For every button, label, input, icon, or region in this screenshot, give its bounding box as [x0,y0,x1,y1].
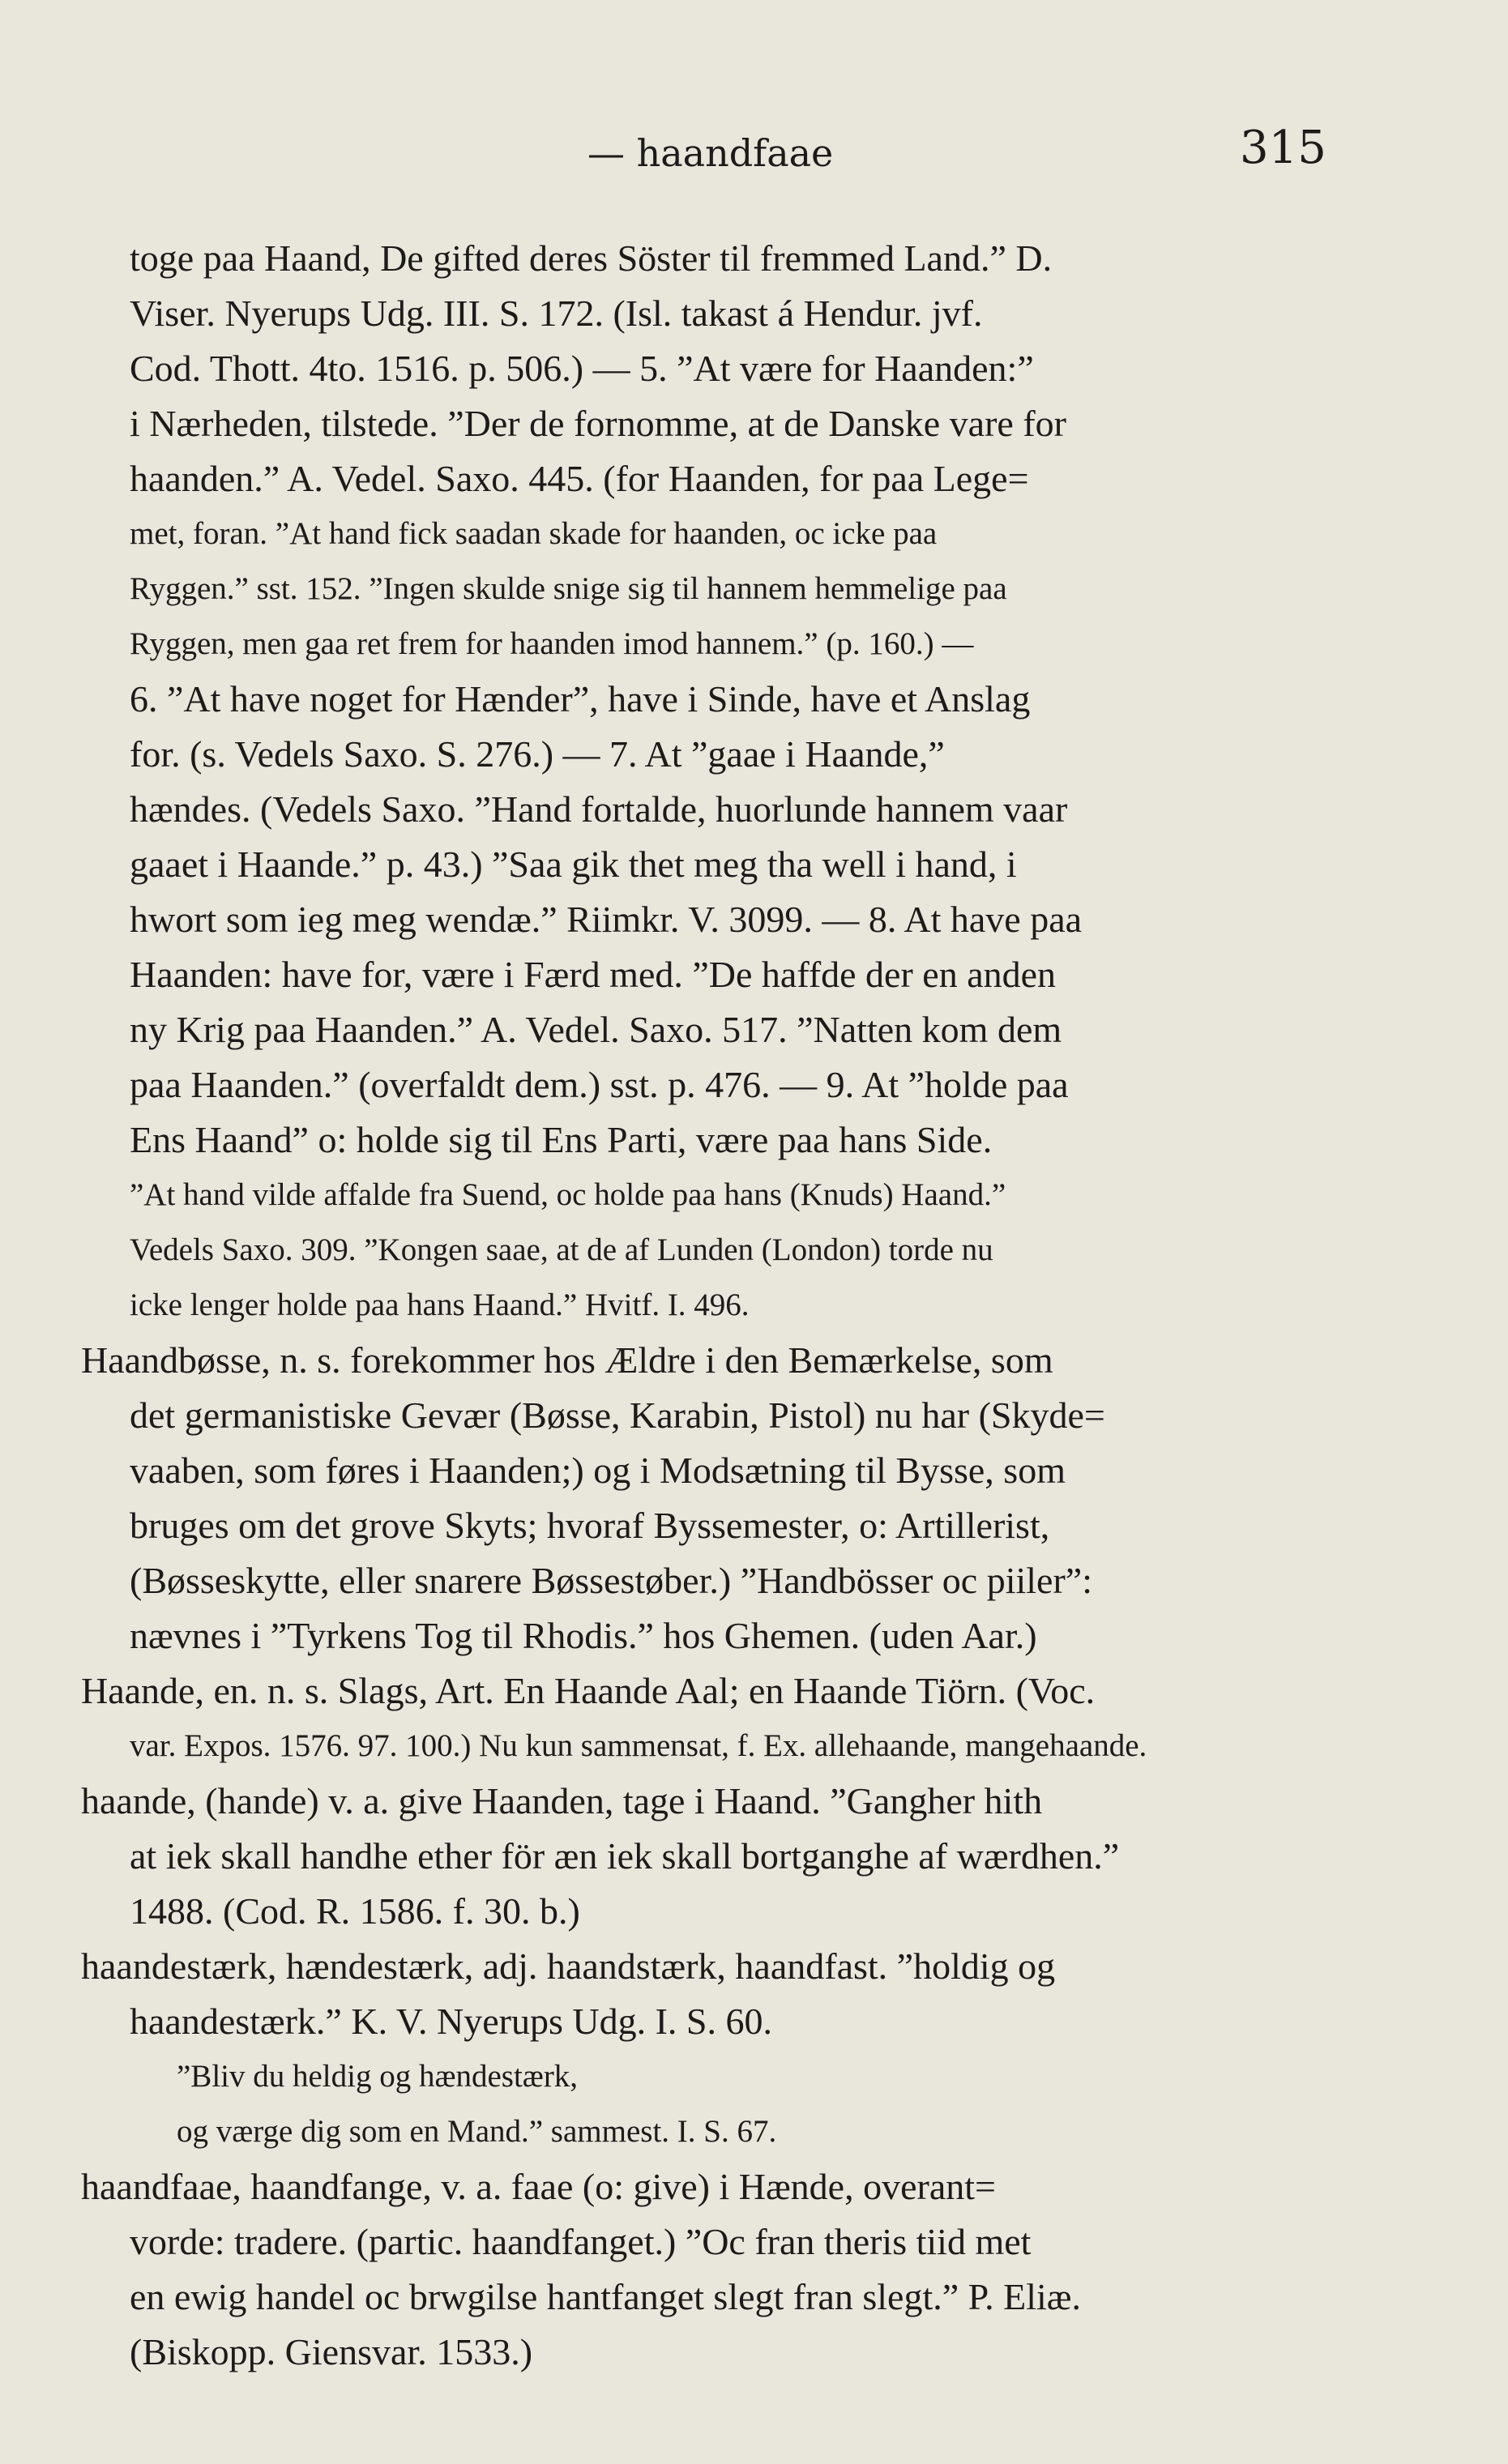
text-line: for. (s. Vedels Saxo. S. 276.) — 7. At ”gaae i Haande,” [130,733,945,775]
text-line: Viser. Nyerups Udg. III. S. 172. (Isl. takast á Hendur. jvf. [130,293,983,334]
text-line: en ewig handel oc brwgilse hantfanget slegt fran slegt.” P. Eliæ. [130,2276,1081,2317]
text-line: i Nærheden, tilstede. ”Der de fornomme, at de Danske vare for [130,403,1066,444]
entry-headword-line: Haande, en. n. s. Slags, Art. En Haande Aal; en Haande Tiörn. (Voc. [81,1670,1096,1711]
text-line: bruges om det grove Skyts; hvoraf Byssemester, o: Artillerist, [130,1505,1050,1546]
entry-headword-line: Haandbøsse, n. s. forekommer hos Ældre i den Bemærkelse, som [81,1339,1053,1381]
entry-headword-line: haande, (hande) v. a. give Haanden, tage i Haand. ”Gangher hith [81,1780,1043,1821]
text-line: Ryggen, men gaa ret frem for haanden imod hannem.” (p. 160.) — [130,626,974,661]
running-head: — haandfaae [587,131,834,175]
text-line: met, foran. ”At hand fick saadan skade for haanden, oc icke paa [130,516,938,551]
text-line: gaaet i Haande.” p. 43.) ”Saa gik thet meg tha well i hand, i [130,843,1017,885]
text-line: 6. ”At have noget for Hænder”, have i Sinde, have et Anslag [130,678,1031,720]
text-line: haandestærk.” K. V. Nyerups Udg. I. S. 60. [130,2001,773,2042]
text-line: Cod. Thott. 4to. 1516. p. 506.) — 5. ”At være for Haanden:” [130,348,1034,389]
text-line: Haanden: have for, være i Færd med. ”De haffde der en anden [130,954,1057,995]
text-line: Ens Haand” o: holde sig til Ens Parti, være paa hans Side. [130,1119,993,1160]
text-line: vorde: tradere. (partic. haandfanget.) ”Oc fran theris tiid met [130,2221,1032,2262]
page-number: 315 [1240,122,1326,174]
text-line: nævnes i ”Tyrkens Tog til Rhodis.” hos Ghemen. (uden Aar.) [130,1615,1037,1656]
text-line: det germanistiske Gevær (Bøsse, Karabin, Pistol) nu har (Skyde= [130,1394,1105,1436]
text-line: 1488. (Cod. R. 1586. f. 30. b.) [130,1890,580,1932]
text-line: var. Expos. 1576. 97. 100.) Nu kun sammensat, f. Ex. allehaande, mangehaande. [130,1728,1147,1763]
page-header [0,122,1508,186]
text-line: haanden.” A. Vedel. Saxo. 445. (for Haanden, for paa Lege= [130,458,1029,499]
text-line: icke lenger holde paa hans Haand.” Hvitf. I. 496. [130,1288,750,1322]
text-line: vaaben, som føres i Haanden;) og i Modsætning til Bysse, som [130,1450,1066,1491]
text-line: hwort som ieg meg wendæ.” Riimkr. V. 3099. — 8. At have paa [130,899,1083,940]
dictionary-text [81,231,1313,2380]
text-line: paa Haanden.” (overfaldt dem.) sst. p. 476. — 9. At ”holde paa [130,1064,1069,1105]
text-line: (Bøsseskytte, eller snarere Bøssestøber.) ”Handbösser oc piiler”: [130,1560,1092,1601]
text-line: Vedels Saxo. 309. ”Kongen saae, at de af Lunden (London) torde nu [130,1232,993,1267]
entry-headword-line: haandestærk, hændestærk, adj. haandstærk, haandfast. ”holdig og [81,1945,1056,1987]
text-line: og værge dig som en Mand.” sammest. I. S. 67. [177,2114,777,2149]
text-line: (Biskopp. Giensvar. 1533.) [130,2331,533,2372]
text-line: at iek skall handhe ether för æn iek skall bortganghe af wærdhen.” [130,1835,1120,1877]
text-line: ”At hand vilde affalde fra Suend, oc holde paa hans (Knuds) Haand.” [130,1177,1006,1212]
text-line: ”Bliv du heldig og hændestærk, [177,2059,579,2094]
text-line: ny Krig paa Haanden.” A. Vedel. Saxo. 517. ”Natten kom dem [130,1009,1062,1050]
text-line: hændes. (Vedels Saxo. ”Hand fortalde, huorlunde hannem vaar [130,788,1068,830]
text-line: Ryggen.” sst. 152. ”Ingen skulde snige sig til hannem hemmelige paa [130,571,1007,606]
text-line: toge paa Haand, De gifted deres Söster til fremmed Land.” D. [130,237,1053,279]
entry-headword-line: haandfaae, haandfange, v. a. faae (o: give) i Hænde, overant= [81,2166,996,2207]
